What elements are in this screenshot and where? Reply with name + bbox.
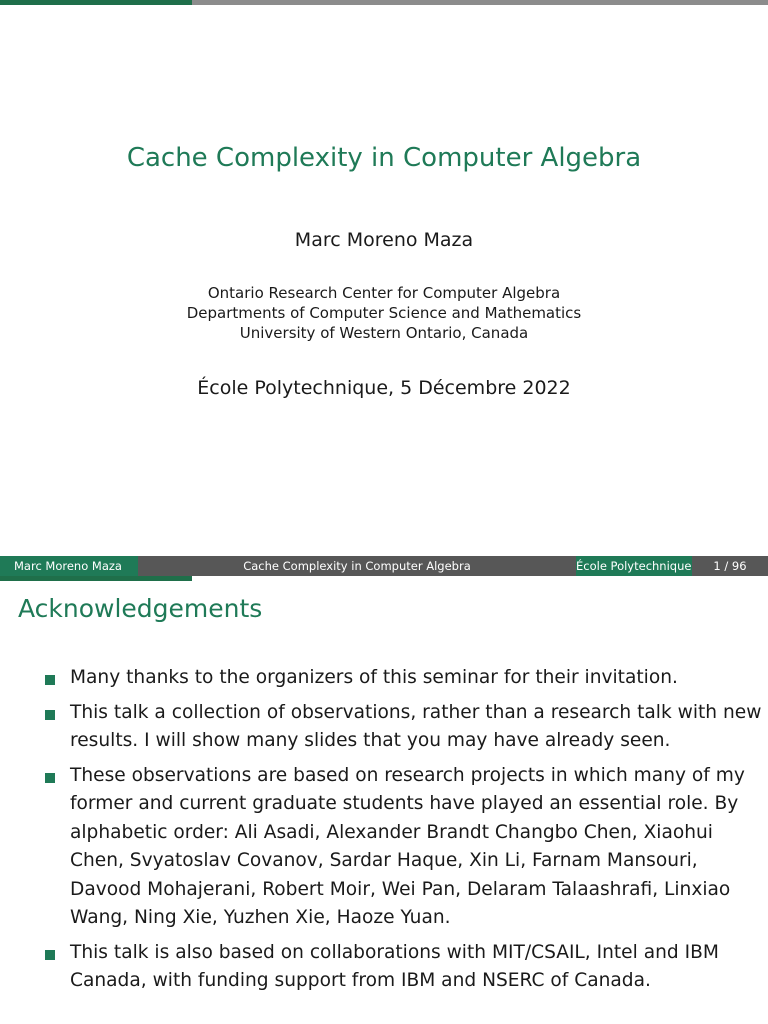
presentation-title: Cache Complexity in Computer Algebra bbox=[126, 143, 642, 173]
footer-page-number: 1 / 96 bbox=[713, 559, 747, 573]
bullet-text: These observations are based on research projects in which many of my former and current graduate students have played an essential role. By alphabetic order: Ali Asadi, Alexander Brandt Changbo Chen, Xiaohui Chen, Svyatoslav Covanov, Sardar Haque, Xin Li, Farnam Mansouri, Davood Mohajerani, Robert Moir, Wei Pan, Delaram Talaashrafi, Linxiao Wang, Ning Xie, Yuzhen Xie, Haoze Yuan. bbox=[70, 764, 745, 928]
list-item bbox=[42, 664, 762, 693]
list-item bbox=[42, 939, 762, 996]
progress-fill bbox=[0, 0, 192, 5]
presentation-date: École Polytechnique, 5 Décembre 2022 bbox=[197, 377, 571, 399]
bullet-text: This talk a collection of observations, rather than a research talk with new results. I will show many slides that you may have already seen. bbox=[70, 701, 762, 751]
bullet-square-icon bbox=[45, 950, 55, 960]
bullet-square-icon bbox=[45, 773, 55, 783]
footer-author: Marc Moreno Maza bbox=[0, 556, 138, 576]
bullet-square-icon bbox=[45, 675, 55, 685]
bullet-square-icon bbox=[45, 710, 55, 720]
progress-bar bbox=[0, 0, 768, 5]
frame-title: Acknowledgements bbox=[18, 594, 263, 623]
bullet-list bbox=[42, 664, 762, 1002]
affiliation-block bbox=[0, 283, 768, 343]
acknowledgements-slide bbox=[0, 576, 768, 1024]
list-item bbox=[42, 699, 762, 756]
affiliation-line: University of Western Ontario, Canada bbox=[239, 324, 529, 342]
affiliation-line: Ontario Research Center for Computer Algebra bbox=[207, 284, 561, 302]
bullet-text: This talk is also based on collaborations with MIT/CSAIL, Intel and IBM Canada, with funding support from IBM and NSERC of Canada. bbox=[70, 941, 719, 991]
bullet-text: Many thanks to the organizers of this seminar for their invitation. bbox=[70, 667, 678, 688]
footer-title: Cache Complexity in Computer Algebra bbox=[243, 559, 471, 573]
list-item bbox=[42, 762, 762, 933]
slide-footer bbox=[0, 556, 768, 576]
progress-fill bbox=[0, 576, 192, 581]
affiliation-line: Departments of Computer Science and Mathematics bbox=[186, 304, 582, 322]
footer-venue: École Polytechnique bbox=[576, 556, 692, 576]
presentation-author: Marc Moreno Maza bbox=[294, 229, 474, 251]
